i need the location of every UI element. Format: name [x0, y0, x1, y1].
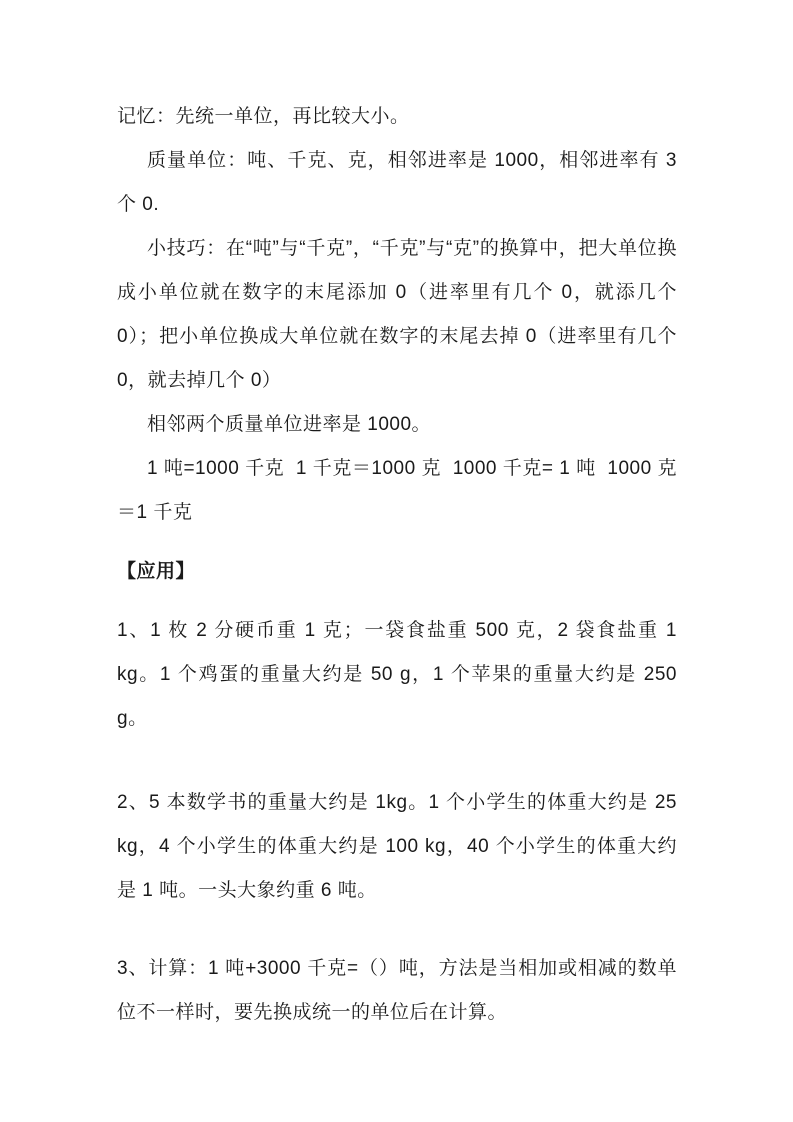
paragraph-application-item-2: 2、5 本数学书的重量大约是 1kg。1 个小学生的体重大约是 25 kg，4 个小学生的体重大约是 100 kg，40 个小学生的体重大约是 1 吨。一头大象约重 6 吨。: [117, 792, 677, 901]
paragraph-conversion-trick: 小技巧：在“吨”与“千克”，“千克”与“克”的换算中，把大单位换成小单位就在数字的末尾添加 0（进率里有几个 0，就添几个 0）；把小单位换成大单位就在数字的末尾去掉 0（进率里有几个 0，就去掉几个 0）: [117, 238, 677, 391]
application-section-heading: 【应用】: [117, 561, 196, 582]
paragraph-application-item-3: 3、计算：1 吨+3000 千克=（）吨，方法是当相加或相减的数单位不一样时，要先换成统一的单位后在计算。: [117, 958, 677, 1023]
paragraph-application-item-1: 1、1 枚 2 分硬币重 1 克；一袋食盐重 500 克，2 袋食盐重 1 kg。1 个鸡蛋的重量大约是 50 g，1 个苹果的重量大约是 250 g。: [117, 620, 677, 729]
paragraph-adjacent-rate: 相邻两个质量单位进率是 1000。: [147, 414, 432, 435]
paragraph-mass-units: 质量单位：吨、千克、克，相邻进率是 1000，相邻进率有 3 个 0.: [117, 150, 677, 215]
paragraph-conversion-equations: 1 吨=1000 千克 1 千克＝1000 克 1000 千克= 1 吨 1000 克＝1 千克: [117, 458, 677, 523]
paragraph-memory-tip: 记忆：先统一单位，再比较大小。: [117, 106, 410, 127]
